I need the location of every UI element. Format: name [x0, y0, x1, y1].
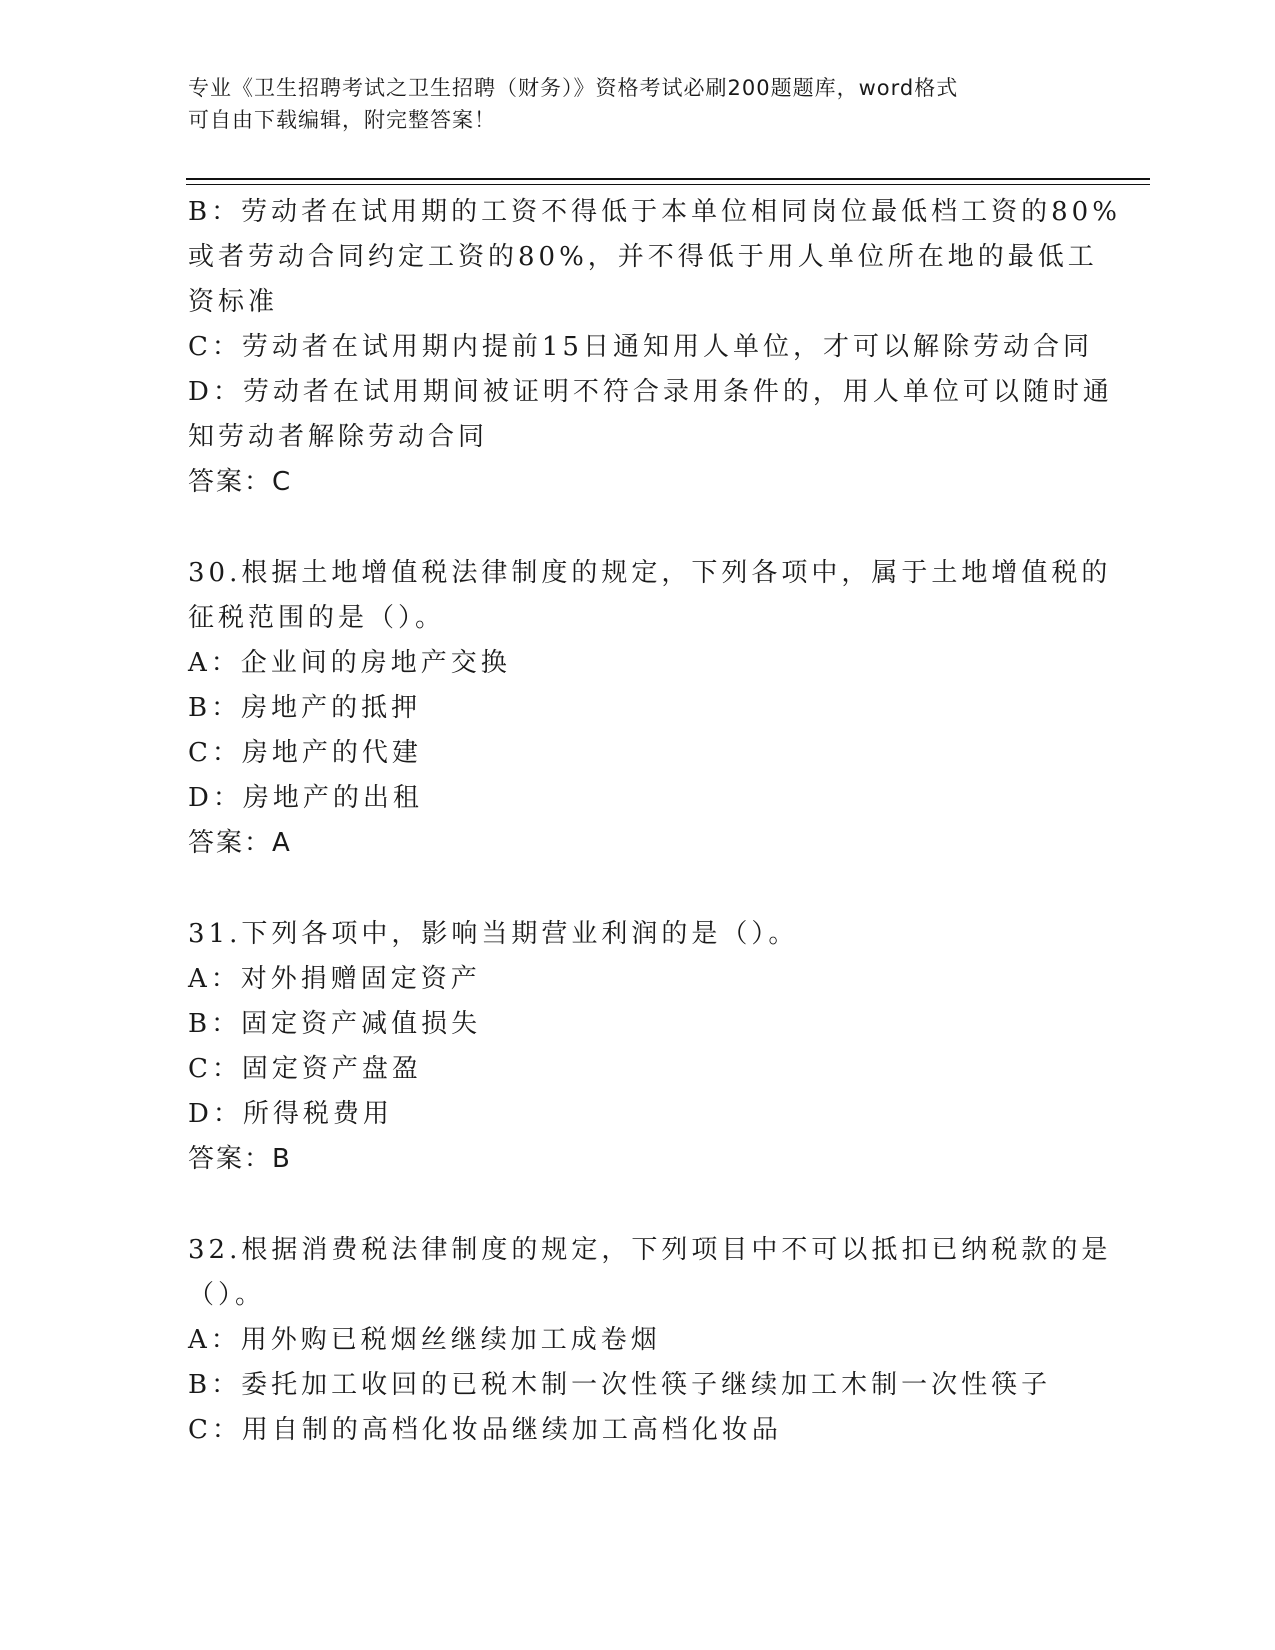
- question-stem: 31.下列各项中，影响当期营业利润的是（）。: [188, 919, 799, 949]
- question-stem-line: 32.根据消费税法律制度的规定，下列项目中不可以抵扣已纳税款的是: [188, 1235, 1112, 1265]
- header-rule-thin: [186, 184, 1150, 185]
- question-stem-line: 征税范围的是（）。: [188, 603, 446, 633]
- question-29-continued: [188, 190, 1121, 505]
- option-d: D：所得税费用: [188, 1099, 393, 1129]
- option-c: C：劳动者在试用期内提前15日通知用人单位，才可以解除劳动合同: [188, 332, 1093, 362]
- option-a: A：企业间的房地产交换: [188, 648, 511, 678]
- option-b: B：固定资产减值损失: [188, 1009, 482, 1039]
- option-d: D：房地产的出租: [188, 783, 423, 813]
- option-b: B：委托加工收回的已税木制一次性筷子继续加工木制一次性筷子: [188, 1370, 1052, 1400]
- document-header: [188, 72, 1088, 136]
- question-30: [188, 551, 1112, 866]
- option-c: C：用自制的高档化妆品继续加工高档化妆品: [188, 1415, 782, 1445]
- option-c: C：房地产的代建: [188, 738, 422, 768]
- option-d-line: D：劳动者在试用期间被证明不符合录用条件的，用人单位可以随时通: [188, 377, 1113, 407]
- question-31: [188, 912, 1088, 1182]
- question-stem-line: 30.根据土地增值税法律制度的规定，下列各项中，属于土地增值税的: [188, 558, 1112, 588]
- question-32: [188, 1228, 1112, 1453]
- document-content: [188, 190, 1121, 1453]
- option-b-line: B：劳动者在试用期的工资不得低于本单位相同岗位最低档工资的80%: [188, 197, 1121, 227]
- option-d-line: 知劳动者解除劳动合同: [188, 422, 489, 452]
- option-b-line: 资标准: [188, 287, 279, 317]
- answer: 答案：B: [188, 1144, 292, 1174]
- option-b: B：房地产的抵押: [188, 693, 422, 723]
- option-b-line: 或者劳动合同约定工资的80%，并不得低于用人单位所在地的最低工: [188, 242, 1098, 272]
- option-a: A：对外捐赠固定资产: [188, 964, 481, 994]
- question-stem-line: （）。: [188, 1280, 266, 1310]
- option-c: C：固定资产盘盈: [188, 1054, 422, 1084]
- answer: 答案：C: [188, 467, 293, 497]
- header-line-2: 可自由下载编辑，附完整答案！: [188, 108, 496, 132]
- header-rule-thick: [186, 178, 1150, 180]
- header-line-1: 专业《卫生招聘考试之卫生招聘（财务）》资格考试必刷200题题库，word格式: [188, 76, 959, 100]
- option-a: A：用外购已税烟丝继续加工成卷烟: [188, 1325, 661, 1355]
- answer: 答案：A: [188, 828, 292, 858]
